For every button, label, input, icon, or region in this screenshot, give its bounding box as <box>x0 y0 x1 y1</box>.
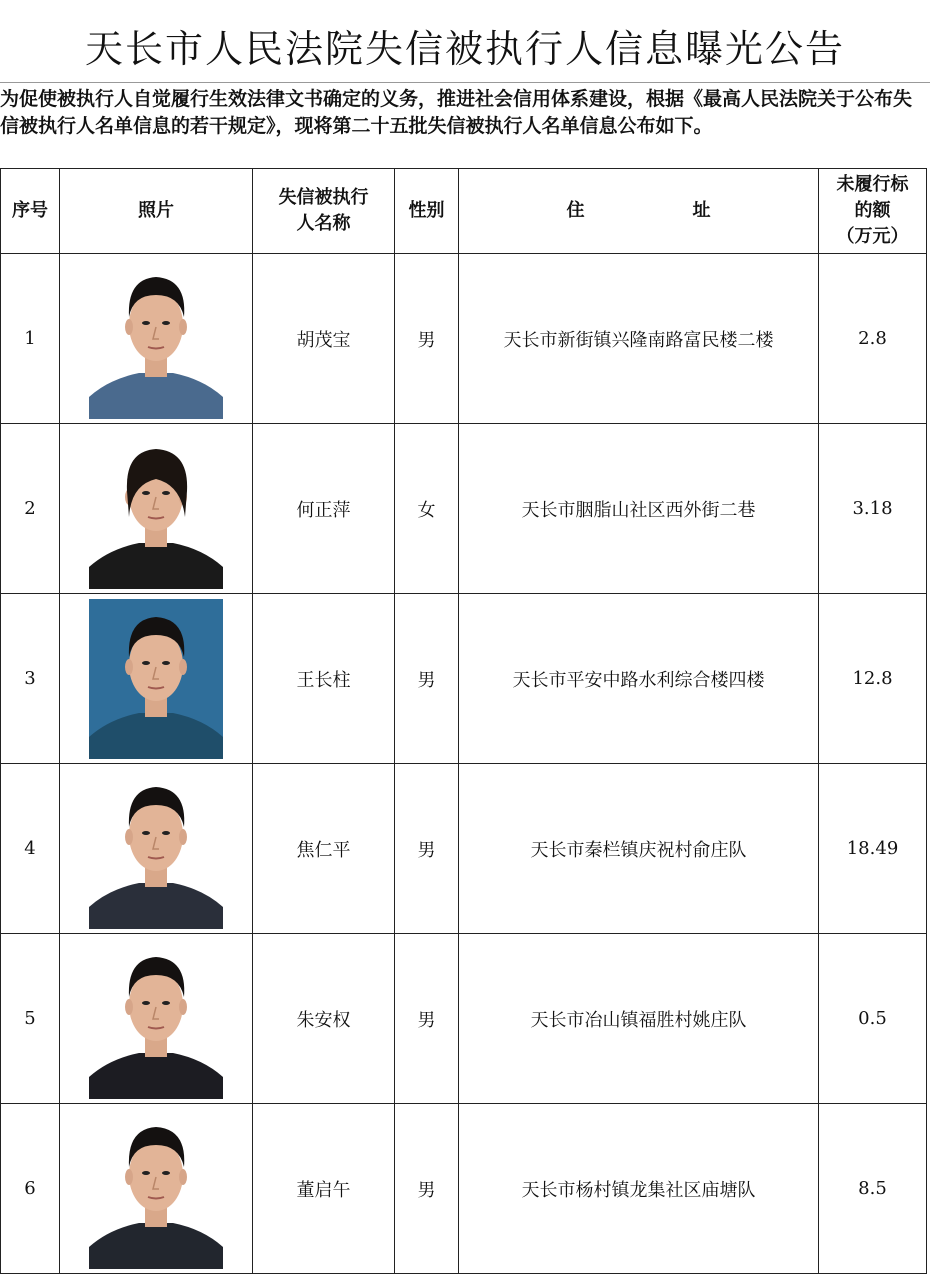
row-gender: 男 <box>395 1104 459 1274</box>
row-name: 何正萍 <box>253 424 395 594</box>
row-index: 1 <box>1 254 60 424</box>
header-index: 序号 <box>1 169 60 254</box>
row-address: 天长市杨村镇龙集社区庙塘队 <box>459 1104 819 1274</box>
row-amount: 0.5 <box>819 934 927 1104</box>
portrait-photo <box>89 259 223 419</box>
row-gender: 男 <box>395 764 459 934</box>
row-amount: 2.8 <box>819 254 927 424</box>
row-gender: 女 <box>395 424 459 594</box>
row-photo <box>60 424 253 594</box>
table-row <box>1 254 927 424</box>
portrait-photo <box>89 1109 223 1269</box>
row-address: 天长市新街镇兴隆南路富民楼二楼 <box>459 254 819 424</box>
portrait-photo <box>89 599 223 759</box>
table-row <box>1 424 927 594</box>
table-row <box>1 934 927 1104</box>
row-photo <box>60 1104 253 1274</box>
row-index: 6 <box>1 1104 60 1274</box>
row-photo <box>60 254 253 424</box>
row-index: 4 <box>1 764 60 934</box>
row-photo <box>60 764 253 934</box>
table-row <box>1 594 927 764</box>
header-photo: 照片 <box>60 169 253 254</box>
table-header-row <box>1 169 927 254</box>
row-address: 天长市秦栏镇庆祝村俞庄队 <box>459 764 819 934</box>
row-address: 天长市冶山镇福胜村姚庄队 <box>459 934 819 1104</box>
row-index: 3 <box>1 594 60 764</box>
row-amount: 18.49 <box>819 764 927 934</box>
title-divider <box>0 82 930 83</box>
row-amount: 3.18 <box>819 424 927 594</box>
row-name: 王长柱 <box>253 594 395 764</box>
header-amount-line3: （万元） <box>836 226 909 247</box>
row-name: 董启午 <box>253 1104 395 1274</box>
header-name-line1: 失信被执行 <box>278 187 369 208</box>
header-amount-line1: 未履行标 <box>836 174 909 195</box>
row-index: 2 <box>1 424 60 594</box>
row-index: 5 <box>1 934 60 1104</box>
row-address: 天长市平安中路水利综合楼四楼 <box>459 594 819 764</box>
row-photo <box>60 594 253 764</box>
header-address <box>459 169 819 254</box>
defaulter-table <box>0 168 927 1274</box>
portrait-image <box>89 259 223 419</box>
portrait-image <box>89 429 223 589</box>
row-gender: 男 <box>395 594 459 764</box>
portrait-image <box>89 939 223 1099</box>
portrait-photo <box>89 429 223 589</box>
portrait-image <box>89 1109 223 1269</box>
row-address: 天长市胭脂山社区西外街二巷 <box>459 424 819 594</box>
row-name: 焦仁平 <box>253 764 395 934</box>
header-name <box>253 169 395 254</box>
portrait-photo <box>89 939 223 1099</box>
row-name: 朱安权 <box>253 934 395 1104</box>
row-photo <box>60 934 253 1104</box>
header-address-b: 址 <box>692 200 711 221</box>
portrait-image <box>89 599 223 759</box>
page-title: 天长市人民法院失信被执行人信息曝光公告 <box>84 27 845 71</box>
row-amount: 8.5 <box>819 1104 927 1274</box>
portrait-image <box>89 769 223 929</box>
intro-paragraph: 为促使被执行人自觉履行生效法律文书确定的义务，推进社会信用体系建设，根据《最高人民法院关于公布失信被执行人名单信息的若干规定》，现将第二十五批失信被执行人名单信息公布如下。 <box>0 88 913 137</box>
header-amount-line2: 的额 <box>854 200 891 221</box>
header-address-a: 住 <box>566 200 585 221</box>
table-row <box>1 764 927 934</box>
row-gender: 男 <box>395 934 459 1104</box>
row-gender: 男 <box>395 254 459 424</box>
header-amount <box>819 169 927 254</box>
row-amount: 12.8 <box>819 594 927 764</box>
table-row <box>1 1104 927 1274</box>
row-name: 胡茂宝 <box>253 254 395 424</box>
portrait-photo <box>89 769 223 929</box>
header-gender: 性别 <box>395 169 459 254</box>
header-name-line2: 人名称 <box>296 213 351 234</box>
